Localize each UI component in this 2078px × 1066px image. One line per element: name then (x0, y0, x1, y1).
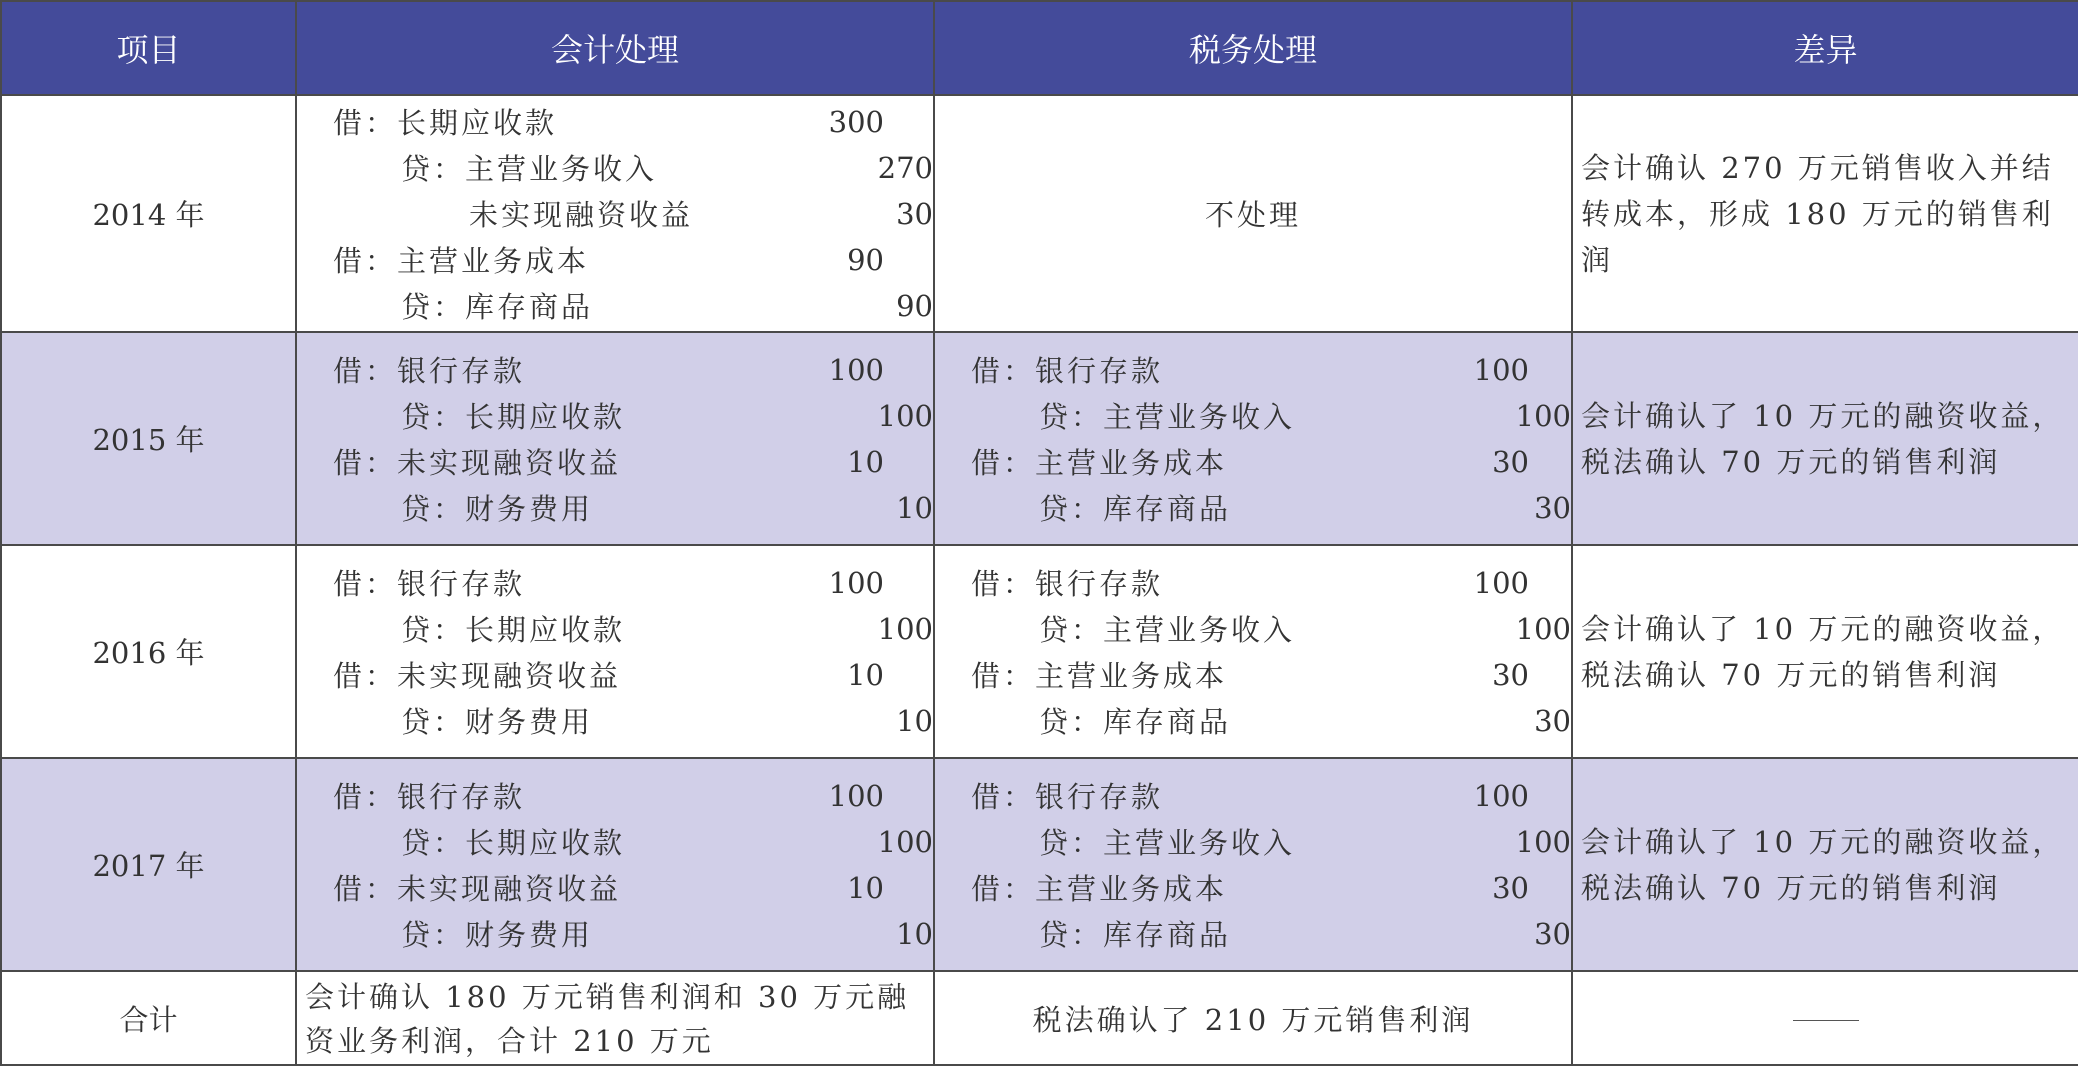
header-item: 项目 (1, 1, 296, 95)
journal-entry (971, 652, 1571, 698)
entry-label: 借：主营业务成本 (333, 244, 590, 278)
entry-amount: 30 (896, 196, 933, 231)
journal-entry (333, 560, 933, 606)
journal-entries (935, 560, 1571, 744)
entry-label: 借：银行存款 (971, 567, 1164, 601)
entry-label: 贷：主营业务收入 (1039, 826, 1296, 860)
entry-amount: 100 (1473, 352, 1529, 387)
tax-cell (934, 758, 1572, 971)
entry-label: 借：银行存款 (971, 354, 1164, 388)
year-cell: 2017 年 (1, 758, 296, 971)
entry-amount: 100 (828, 565, 884, 600)
entry-amount: 10 (847, 444, 884, 479)
entry-label: 贷：库存商品 (401, 290, 594, 324)
entry-label: 借：银行存款 (333, 567, 526, 601)
total-row (1, 971, 2078, 1065)
entry-label: 借：主营业务成本 (971, 872, 1228, 906)
entry-label: 贷：长期应收款 (401, 400, 626, 434)
tax-cell (934, 332, 1572, 545)
entry-amount: 30 (1534, 703, 1571, 738)
difference-cell: 会计确认了 10 万元的融资收益，税法确认 70 万元的销售利润 (1572, 332, 2078, 545)
journal-entry (333, 439, 933, 485)
total-tax: 税法确认了 210 万元销售利润 (934, 971, 1572, 1065)
difference-cell: 会计确认了 10 万元的融资收益，税法确认 70 万元的销售利润 (1572, 545, 2078, 758)
entry-amount: 100 (828, 778, 884, 813)
journal-entry (333, 145, 933, 191)
journal-entry (971, 485, 1571, 531)
entry-amount: 10 (896, 490, 933, 525)
year-cell: 2014 年 (1, 95, 296, 332)
tax-cell (934, 545, 1572, 758)
entry-label: 贷：库存商品 (1039, 705, 1232, 739)
header-accounting: 会计处理 (296, 1, 934, 95)
entry-amount: 100 (877, 611, 933, 646)
entry-label: 未实现融资收益 (469, 198, 694, 232)
journal-entry (971, 393, 1571, 439)
entry-amount: 100 (1473, 778, 1529, 813)
header-tax: 税务处理 (934, 1, 1572, 95)
difference-cell: 会计确认 270 万元销售收入并结转成本，形成 180 万元的销售利润 (1572, 95, 2078, 332)
entry-label: 借：银行存款 (333, 780, 526, 814)
header-difference: 差异 (1572, 1, 2078, 95)
journal-entry (333, 393, 933, 439)
entry-amount: 30 (1534, 490, 1571, 525)
journal-entry (971, 773, 1571, 819)
table-row (1, 95, 2078, 332)
entry-amount: 10 (847, 870, 884, 905)
accounting-cell (296, 758, 934, 971)
header-row (1, 1, 2078, 95)
journal-entry (971, 698, 1571, 744)
table-row (1, 545, 2078, 758)
journal-entry (333, 819, 933, 865)
entry-label: 贷：主营业务收入 (1039, 613, 1296, 647)
entry-amount: 90 (847, 242, 884, 277)
entry-label: 贷：财务费用 (401, 705, 594, 739)
entry-label: 借：主营业务成本 (971, 446, 1228, 480)
entry-label: 贷：库存商品 (1039, 918, 1232, 952)
journal-entry (333, 652, 933, 698)
journal-entry (333, 191, 933, 237)
entry-label: 借：银行存款 (971, 780, 1164, 814)
entry-amount: 100 (877, 824, 933, 859)
entry-amount: 270 (877, 150, 933, 185)
journal-entry (971, 347, 1571, 393)
journal-entries (935, 347, 1571, 531)
entry-amount: 100 (828, 352, 884, 387)
entry-label: 贷：长期应收款 (401, 613, 626, 647)
journal-entry (971, 439, 1571, 485)
total-difference (1572, 971, 2078, 1065)
entry-amount: 90 (896, 288, 933, 323)
entry-label: 借：主营业务成本 (971, 659, 1228, 693)
entry-amount: 300 (828, 104, 884, 139)
entry-amount: 10 (896, 703, 933, 738)
journal-entry (333, 237, 933, 283)
journal-entries (935, 773, 1571, 957)
journal-entry (971, 606, 1571, 652)
journal-entry (333, 911, 933, 957)
entry-amount: 30 (1534, 916, 1571, 951)
entry-label: 贷：财务费用 (401, 492, 594, 526)
journal-entries (297, 773, 933, 957)
entry-label: 贷：财务费用 (401, 918, 594, 952)
table-row (1, 332, 2078, 545)
entry-amount: 100 (1515, 611, 1571, 646)
journal-entry (333, 283, 933, 329)
journal-entry (971, 911, 1571, 957)
difference-cell: 会计确认了 10 万元的融资收益，税法确认 70 万元的销售利润 (1572, 758, 2078, 971)
entry-amount: 30 (1492, 657, 1529, 692)
entry-amount: 100 (877, 398, 933, 433)
journal-entry (971, 865, 1571, 911)
entry-label: 贷：主营业务收入 (1039, 400, 1296, 434)
year-cell: 2016 年 (1, 545, 296, 758)
entry-amount: 30 (1492, 870, 1529, 905)
journal-entry (333, 485, 933, 531)
journal-entry (971, 819, 1571, 865)
journal-entry (333, 773, 933, 819)
journal-entry (971, 560, 1571, 606)
journal-entry (333, 347, 933, 393)
entry-label: 借：未实现融资收益 (333, 872, 622, 906)
em-dash (1793, 1020, 1859, 1021)
entry-label: 贷：主营业务收入 (401, 152, 658, 186)
journal-entries (297, 347, 933, 531)
entry-label: 贷：库存商品 (1039, 492, 1232, 526)
accounting-cell (296, 545, 934, 758)
total-accounting: 会计确认 180 万元销售利润和 30 万元融资业务利润，合计 210 万元 (296, 971, 934, 1065)
entry-label: 借：未实现融资收益 (333, 446, 622, 480)
entry-amount: 10 (847, 657, 884, 692)
journal-entry (333, 606, 933, 652)
entry-amount: 30 (1492, 444, 1529, 479)
year-cell: 2015 年 (1, 332, 296, 545)
journal-entry (333, 99, 933, 145)
journal-entries (297, 99, 933, 329)
entry-amount: 100 (1515, 824, 1571, 859)
entry-label: 借：银行存款 (333, 354, 526, 388)
entry-label: 借：未实现融资收益 (333, 659, 622, 693)
entry-amount: 100 (1473, 565, 1529, 600)
accounting-cell (296, 332, 934, 545)
entry-label: 贷：长期应收款 (401, 826, 626, 860)
total-label: 合计 (1, 971, 296, 1065)
tax-cell: 不处理 (934, 95, 1572, 332)
journal-entry (333, 698, 933, 744)
accounting-cell (296, 95, 934, 332)
table-row (1, 758, 2078, 971)
entry-amount: 100 (1515, 398, 1571, 433)
entry-amount: 10 (896, 916, 933, 951)
entry-label: 借：长期应收款 (333, 106, 558, 140)
journal-entry (333, 865, 933, 911)
journal-entries (297, 560, 933, 744)
